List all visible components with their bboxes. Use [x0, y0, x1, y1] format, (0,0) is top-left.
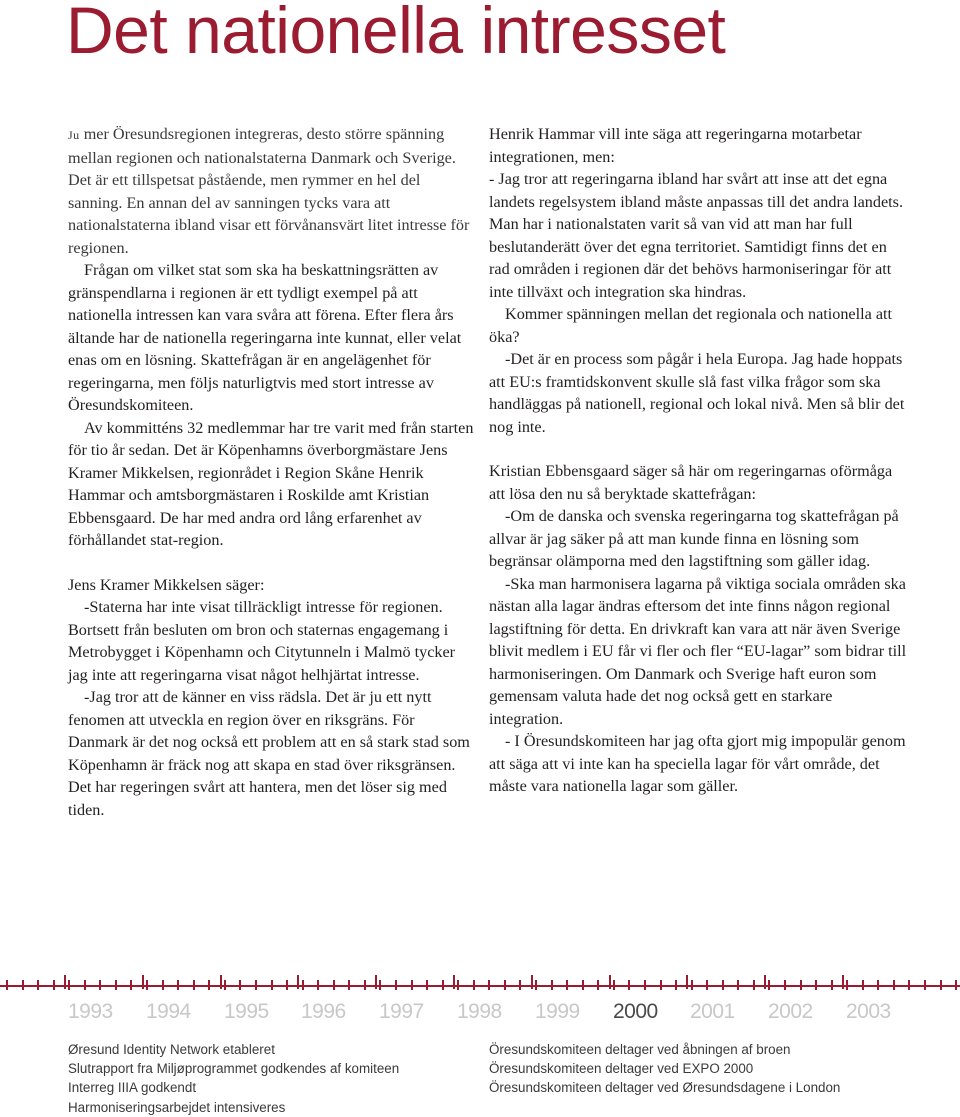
timeline-tick — [130, 980, 132, 990]
timeline-tick — [302, 980, 304, 990]
timeline-year-tick — [842, 975, 844, 989]
timeline-year-tick — [764, 975, 766, 989]
timeline-year-label: 2003 — [846, 1000, 891, 1023]
timeline-tick — [613, 980, 615, 990]
timeline-tick — [955, 980, 957, 990]
timeline-tick — [940, 980, 942, 990]
timeline-tick — [84, 980, 86, 990]
timeline-tick — [99, 980, 101, 990]
body-paragraph: Henrik Hammar vill inte säga att regeringarna motarbetar integrationen, men: — [489, 125, 862, 166]
timeline-year-label: 1998 — [457, 1000, 502, 1023]
event-item: Öresundskomiteen deltager ved EXPO 2000 — [489, 1061, 754, 1077]
event-item: Interreg IIIA godkendt — [68, 1080, 197, 1096]
timeline-year-label: 2000 — [613, 1000, 658, 1023]
timeline-tick — [768, 980, 770, 990]
events-left — [68, 1040, 399, 1117]
timeline-year-tick — [453, 975, 455, 989]
event-item: Slutrapport fra Miljøprogrammet godkendes af komiteen — [68, 1061, 400, 1077]
timeline-tick — [286, 980, 288, 990]
body-paragraph: -Staterna har inte visat tillräckligt intresse för regionen. Bortsett från besluten om bron och staternas engagemang i Metrobygget i Köpenhamn och Citytunneln i Malmö tycker jag inte att regeringarna visat något helhjärtat intresse. — [68, 598, 456, 684]
timeline-tick — [519, 980, 521, 990]
event-item: Harmoniseringsarbejdet intensiveres — [68, 1099, 286, 1115]
body-paragraph: Av kommitténs 32 medlemmar har tre varit med från starten för tio år sedan. Det är Köpenhamns överborgmästare Jens Kramer Mikkelsen, regionrådet i Region Skåne Henrik Hammar och amtsborgmästaren i Roskilde amt Kristian Ebbensgaard. De har med andra ord lång erfarenhet av förhållandet stat-region. — [68, 418, 474, 549]
timeline-year-tick — [64, 975, 66, 989]
timeline-tick — [691, 980, 693, 990]
timeline-tick — [208, 980, 210, 990]
body-paragraph: -Om de danska och svenska regeringarna tog skattefrågan på allvar är jag säker på att man kunde finna en lösning som begränsar olämporna med den lagstiftning som gäller idag. — [489, 507, 899, 570]
timeline-year-tick — [220, 975, 222, 989]
right-column — [489, 123, 909, 798]
event-item: Øresund Identity Network etableret — [68, 1042, 275, 1057]
timeline-tick — [535, 980, 537, 990]
timeline-tick — [395, 980, 397, 990]
timeline-tick — [504, 980, 506, 990]
timeline-tick — [193, 980, 195, 990]
timeline-tick — [473, 980, 475, 990]
timeline-tick — [177, 980, 179, 990]
timeline-year-label: 1997 — [379, 1000, 424, 1023]
intro-small-caps: Ju — [68, 128, 80, 142]
body-paragraph: - I Öresundskomiteen har jag ofta gjort mig impopulär genom att säga att vi inte kan ha speciella lagar för vårt område, det måste vara nationella lagar som gäller. — [489, 732, 906, 795]
timeline-tick — [37, 980, 39, 990]
timeline-tick — [53, 980, 55, 990]
timeline-tick — [753, 980, 755, 990]
timeline-year-tick — [686, 975, 688, 989]
intro-text: mer Öresundsregionen integreras, desto större spänning mellan regionen och nationalstaterna Danmark och Sverige. Det är ett tillspetsat påstående, men rymmer en hel del sanning. En annan del av sanningen tycks vara att nationalstaterna ibland visar ett förvånansvärt litet intresse för regionen. — [68, 125, 470, 257]
timeline-tick — [348, 980, 350, 990]
timeline-year-tick — [297, 975, 299, 989]
timeline-tick — [271, 980, 273, 990]
timeline-tick — [146, 980, 148, 990]
timeline-year-label: 1996 — [301, 1000, 346, 1023]
timeline-year-label: 1995 — [224, 1000, 269, 1023]
timeline-tick — [660, 980, 662, 990]
timeline-tick — [426, 980, 428, 990]
timeline-tick — [862, 980, 864, 990]
timeline-year-label: 1999 — [535, 1000, 580, 1023]
timeline-tick — [115, 980, 117, 990]
timeline-tick — [162, 980, 164, 990]
event-item: Öresundskomiteen deltager ved Øresundsdagene i London — [489, 1080, 841, 1096]
timeline-year-tick — [531, 975, 533, 989]
timeline-tick — [815, 980, 817, 990]
body-paragraph: Kommer spänningen mellan det regionala och nationella att öka? — [489, 305, 893, 346]
timeline-tick — [411, 980, 413, 990]
timeline-tick — [675, 980, 677, 990]
timeline-tick — [924, 980, 926, 990]
timeline-tick — [644, 980, 646, 990]
timeline-tick — [831, 980, 833, 990]
timeline-year-label: 1993 — [68, 1000, 113, 1023]
body-paragraph: -Det är en process som pågår i hela Europa. Jag hade hoppats att EU:s framtidskonvent skulle slå fast vilka frågor som ska handläggas på nationell, regional och lokal nivå. Men så blir det nog inte. — [489, 350, 905, 436]
timeline-tick — [317, 980, 319, 990]
timeline-tick — [784, 980, 786, 990]
timeline-tick — [737, 980, 739, 990]
timeline-years — [0, 1000, 960, 1028]
timeline-tick — [255, 980, 257, 990]
timeline-year-label: 2001 — [690, 1000, 735, 1023]
timeline-tick — [628, 980, 630, 990]
timeline-tick — [582, 980, 584, 990]
timeline-tick — [333, 980, 335, 990]
events-right — [489, 1040, 840, 1098]
body-paragraph: Jens Kramer Mikkelsen säger: — [68, 575, 265, 594]
timeline-tick — [224, 980, 226, 990]
timeline-tick — [566, 980, 568, 990]
timeline-year-label: 1994 — [146, 1000, 191, 1023]
timeline-tick — [457, 980, 459, 990]
page-title: Det nationella intresset — [66, 0, 726, 67]
timeline-tick — [597, 980, 599, 990]
timeline-year-tick — [609, 975, 611, 989]
timeline-tick — [364, 980, 366, 990]
body-paragraph: Kristian Ebbensgaard säger så här om regeringarnas oförmåga att lösa den nu så beryktade skattefrågan: — [489, 462, 893, 503]
timeline-year-tick — [142, 975, 144, 989]
timeline-tick — [722, 980, 724, 990]
timeline-tick — [846, 980, 848, 990]
timeline-year-tick — [375, 975, 377, 989]
timeline-tick — [706, 980, 708, 990]
timeline-tick — [800, 980, 802, 990]
timeline-tick — [442, 980, 444, 990]
body-paragraph: - Jag tror att regeringarna ibland har svårt att inse att det egna landets regelsystem ibland måste anpassas till det andra landets. Man har i nationalstaten varit så van vid att man har full beslutanderätt över det egna territoriet. Samtidigt finns det en rad områden i regionen där det behövs harmoniseringar för att inte tillväxt och integration ska hindras. — [489, 170, 904, 301]
timeline-tick — [68, 980, 70, 990]
body-paragraph: -Jag tror att de känner en viss rädsla. Det är ju ett nytt fenomen att utveckla en region över en riksgräns. För Danmark är det nog också ett problem att en så stark stad som Köpenhamn är fräck nog att skapa en stad över riksgränsen. Det har regeringen svårt att hantera, men det löser sig med tiden. — [68, 688, 470, 819]
timeline-tick — [22, 980, 24, 990]
body-paragraph: Frågan om vilket stat som ska ha beskattningsrätten av gränspendlarna i regionen är ett tydligt exempel på att nationella intressen kan vara svåra att förena. Efter flera års ältande har de nationella regeringarna inte kunnat, eller velat enas om en lösning. Skattefrågan är en angelägenhet för regeringarna, men följs naturligtvis med stort intresse av Öresundskomiteen. — [68, 261, 462, 414]
timeline-tick — [877, 980, 879, 990]
timeline-tick — [893, 980, 895, 990]
timeline-tick — [488, 980, 490, 990]
timeline-year-label: 2002 — [768, 1000, 813, 1023]
timeline-tick — [239, 980, 241, 990]
event-item: Öresundskomiteen deltager ved åbningen af broen — [489, 1042, 791, 1057]
intro-paragraph — [68, 123, 478, 259]
body-paragraph: -Ska man harmonisera lagarna på viktiga sociala områden ska nästan alla lagar ändras eftersom det inte finns någon regional lagstiftning för detta. En drivkraft kan vara att när även Sverige blivit medlem i EU får vi fler och fler “EU-lagar” som bidrar till harmoniseringen. Om Danmark och Sverige haft euron som gemensam valuta hade det nog också gett en starkare integration. — [489, 574, 907, 728]
timeline-tick — [379, 980, 381, 990]
timeline-tick — [551, 980, 553, 990]
timeline-tick — [908, 980, 910, 990]
timeline-tick — [6, 980, 8, 990]
left-column — [68, 123, 478, 821]
